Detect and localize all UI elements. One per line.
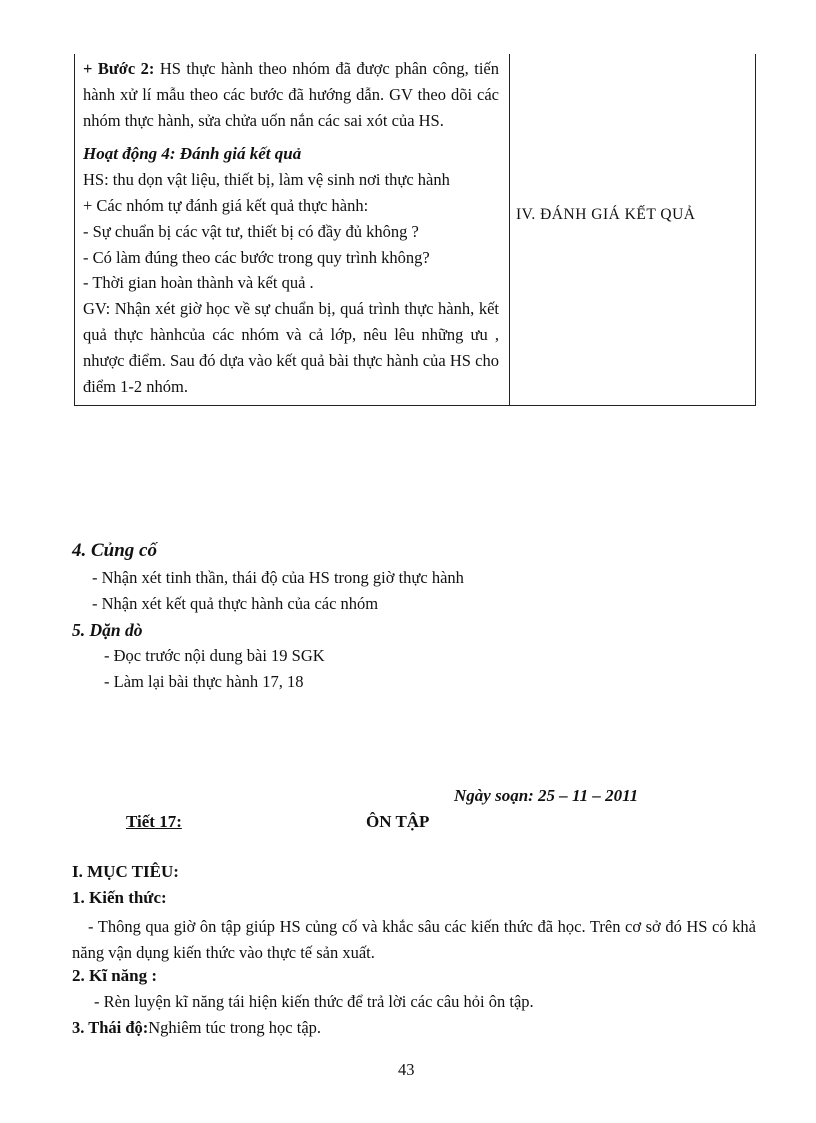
activity-line: - Có làm đúng theo các bước trong quy trình không?	[83, 247, 430, 267]
page-number: 43	[398, 1060, 415, 1079]
consolidation-heading: 4. Củng cố	[72, 540, 157, 561]
homework-item: - Làm lại bài thực hành 17, 18	[104, 672, 304, 691]
period-label: Tiết 17:	[126, 812, 182, 831]
homework-heading: 5. Dặn dò	[72, 620, 143, 640]
attitude-text: Nghiêm túc trong học tập.	[148, 1018, 322, 1037]
activity-line: + Các nhóm tự đánh giá kết quả thực hành:	[83, 195, 369, 215]
consolidation-item: - Nhận xét kết quả thực hành của các nhóm	[92, 594, 379, 613]
lesson-table	[74, 54, 756, 406]
activity-line: - Sự chuẩn bị các vật tư, thiết bị có đầy đủ không ?	[83, 221, 419, 241]
activity-line: GV: Nhận xét giờ học về sự chuẩn bị, quá trình thực hành, kết quả thực hànhcủa các nhóm và cả lớp, nêu lêu những ưu , nhược điểm. Sau đó dựa vào kết quả bài thực hành của HS cho điểm 1-2 nhóm.	[83, 299, 499, 396]
step2-text: HS thực hành theo nhóm đã được phân công, tiến hành xử lí mẫu theo các bước đã hướng dẫn. GV theo dõi các nhóm thực hành, sửa chửa uốn nắn các sai xót của HS.	[83, 59, 500, 130]
skills-text: - Rèn luyện kĩ năng tái hiện kiến thức để trả lời các câu hỏi ôn tập.	[94, 992, 534, 1011]
skills-heading: 2. Kĩ năng :	[72, 966, 158, 985]
content-cell	[510, 54, 756, 406]
attitude-line	[72, 1018, 321, 1038]
lesson-title: ÔN TẬP	[366, 812, 430, 831]
evaluation-heading: IV. ĐÁNH GIÁ KẾT QUẢ	[516, 206, 696, 223]
prep-date: Ngày soạn: 25 – 11 – 2011	[454, 786, 639, 805]
activity4-heading: Hoạt động 4: Đánh giá kết quả	[83, 144, 302, 164]
consolidation-item: - Nhận xét tinh thần, thái độ của HS trong giờ thực hành	[92, 568, 464, 587]
activity-line: - Thời gian hoàn thành và kết quả .	[83, 273, 314, 293]
knowledge-text: - Thông qua giờ ôn tập giúp HS củng cố và khắc sâu các kiến thức đã học. Trên cơ sở đó HS có khả năng vận dụng kiến thức vào thực tế sản xuất.	[72, 917, 756, 962]
homework-item: - Đọc trước nội dung bài 19 SGK	[104, 646, 325, 665]
step2-paragraph	[83, 56, 499, 133]
step2-label: + Bước 2:	[83, 59, 155, 78]
activity-cell	[75, 54, 510, 406]
knowledge-heading: 1. Kiến thức:	[72, 888, 167, 907]
activity-line: HS: thu dọn vật liệu, thiết bị, làm vệ sinh nơi thực hành	[83, 170, 450, 190]
objectives-heading: I. MỤC TIÊU:	[72, 862, 179, 881]
attitude-heading: 3. Thái độ:	[72, 1018, 149, 1037]
